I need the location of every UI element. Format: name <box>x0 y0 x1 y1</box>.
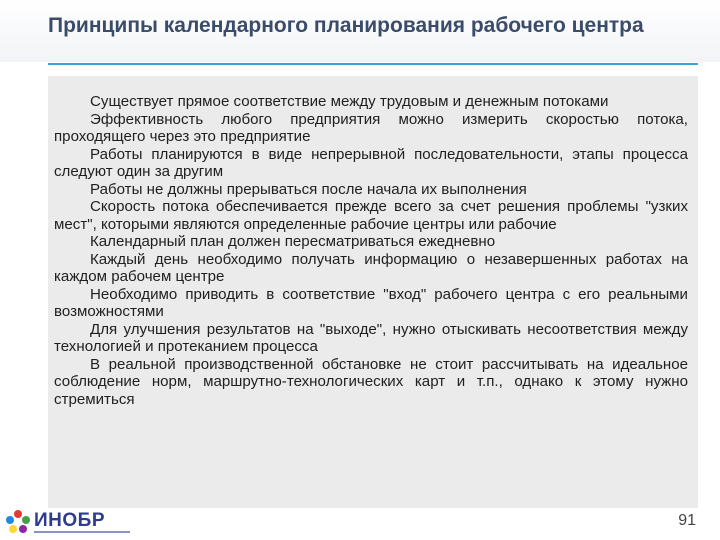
principle-item: Существует прямое соответствие между трудовым и денежным потоками <box>90 93 609 110</box>
principle-item: Календарный план должен пересматриваться ежедневно <box>90 233 496 250</box>
slide-header <box>0 0 720 62</box>
logo-text: ИНОБР <box>34 510 105 531</box>
principle-item: Работы планируются в виде непрерывной последовательности, этапы процесса следуют один за другим <box>54 145 688 180</box>
principle-item: В реальной производственной обстановке не стоит рассчитывать на идеальное соблюдение норм, маршрутно-технологических карт и т.п., однако к этому нужно стремиться <box>54 355 688 408</box>
slide-title: Принципы календарного планирования рабочего центра <box>48 14 644 37</box>
principle-item: Работы не должны прерываться после начала их выполнения <box>90 180 527 198</box>
principle-item: Для улучшения результатов на "выходе", нужно отыскивать несоответствия между технологией и протеканием процесса <box>54 320 688 355</box>
principle-item: Эффективность любого предприятия можно измерить скоростью потока, проходящего через это предприятие <box>54 110 688 145</box>
logo-underline <box>34 531 130 533</box>
inobr-logo-icon <box>4 509 32 535</box>
principle-item: Каждый день необходимо получать информацию о незавершенных работах на каждом рабочем центре <box>54 250 688 285</box>
principle-item: Необходимо приводить в соответствие "вход" рабочего центра с его реальными возможностями <box>54 285 688 320</box>
principle-item: Скорость потока обеспечивается прежде всего за счет решения проблемы "узких мест", которыми являются определенные рабочие центры или рабочие <box>54 198 688 233</box>
inobr-logo <box>4 507 164 537</box>
page-number: 91 <box>678 512 696 529</box>
principles-list <box>54 93 688 408</box>
title-divider <box>48 63 698 65</box>
